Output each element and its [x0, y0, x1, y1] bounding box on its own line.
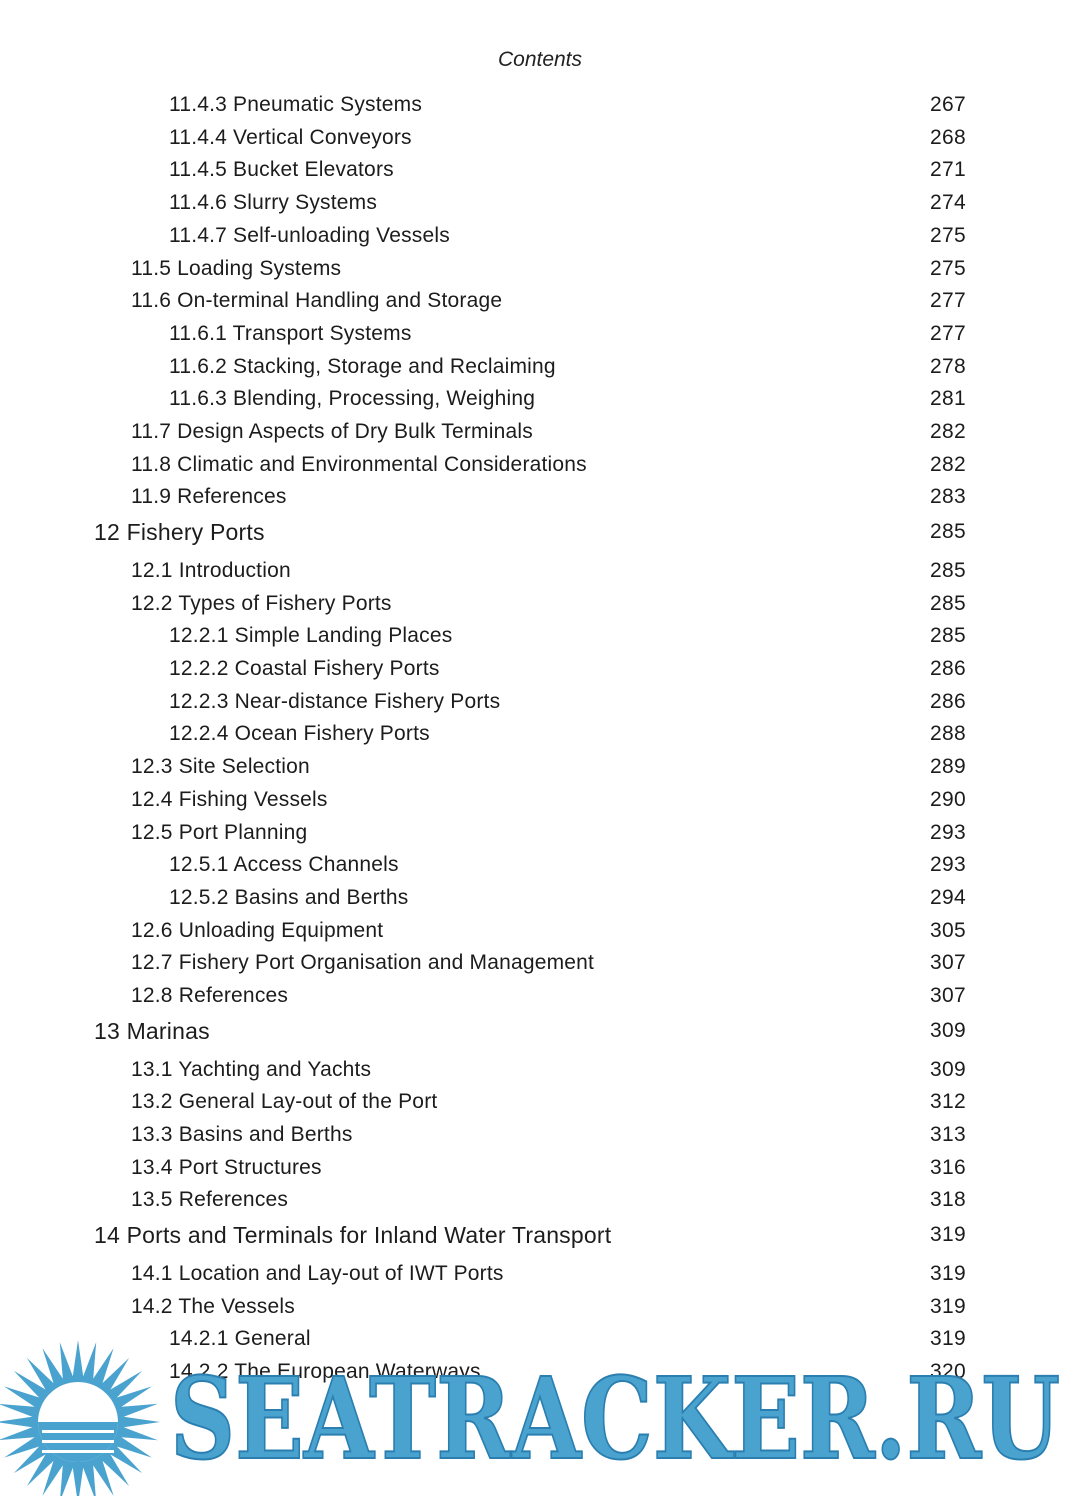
toc-entry-page: 268	[930, 125, 966, 149]
toc-chapter-entry[interactable]	[0, 516, 1080, 548]
running-header: Contents	[497, 48, 583, 71]
toc-entry-title: 12.5.2 Basins and Berths	[169, 885, 409, 909]
toc-entry[interactable]	[0, 588, 1080, 620]
toc-chapter-entry[interactable]	[0, 1219, 1080, 1251]
toc-entry[interactable]	[0, 383, 1080, 415]
toc-entry-title: 12.3 Site Selection	[131, 755, 310, 779]
toc-entry[interactable]	[0, 416, 1080, 448]
toc-entry[interactable]	[0, 89, 1080, 121]
toc-entry-page: 285	[930, 519, 966, 543]
toc-entry-page: 313	[930, 1122, 966, 1146]
toc-entry[interactable]	[0, 915, 1080, 947]
toc-entry[interactable]	[0, 686, 1080, 718]
toc-entry-title: 12.7 Fishery Port Organisation and Management	[131, 951, 595, 975]
toc-entry[interactable]	[0, 784, 1080, 816]
toc-entry[interactable]	[0, 653, 1080, 685]
toc-entry-title: 12.1 Introduction	[131, 558, 291, 582]
toc-entry-title: 12.5 Port Planning	[131, 820, 308, 844]
toc-entry-page: 293	[930, 853, 966, 877]
toc-entry-page: 319	[930, 1261, 966, 1285]
toc-entry-title: 12.6 Unloading Equipment	[131, 918, 384, 942]
toc-entry-title: 13.2 General Lay-out of the Port	[131, 1090, 438, 1114]
toc-entry[interactable]	[0, 947, 1080, 979]
toc-entry[interactable]	[0, 220, 1080, 252]
toc-entry-page: 285	[930, 558, 966, 582]
toc-entry[interactable]	[0, 718, 1080, 750]
toc-entry[interactable]	[0, 1119, 1080, 1151]
toc-entry-title: 12.8 References	[131, 984, 289, 1007]
toc-entry-page: 277	[930, 321, 966, 345]
toc-entry-title: 12 Fishery Ports	[94, 518, 265, 545]
toc-entry-title: 11.6.1 Transport Systems	[169, 321, 412, 345]
toc-entry[interactable]	[0, 1086, 1080, 1118]
toc-entry-title: 11.6.2 Stacking, Storage and Reclaiming	[169, 354, 556, 378]
toc-entry[interactable]	[0, 555, 1080, 587]
toc-entry[interactable]	[0, 620, 1080, 652]
toc-entry-page: 318	[930, 1188, 966, 1212]
toc-entry-page: 271	[930, 158, 966, 182]
toc-entry[interactable]	[0, 351, 1080, 383]
toc-entry-title: 12.5.1 Access Channels	[169, 853, 399, 877]
toc-entry-title: 12.4 Fishing Vessels	[131, 787, 328, 811]
toc-entry-page: 320	[930, 1359, 966, 1383]
toc-entry[interactable]	[0, 154, 1080, 186]
toc-entry-title: 11.4.4 Vertical Conveyors	[169, 125, 412, 149]
toc-entry-title: 13.3 Basins and Berths	[131, 1122, 353, 1146]
toc-entry-page: 283	[930, 485, 966, 509]
toc-entry-title: 11.4.3 Pneumatic Systems	[169, 93, 423, 116]
toc-entry-title: 14 Ports and Terminals for Inland Water Transport	[94, 1221, 612, 1248]
toc-entry-page: 278	[930, 354, 966, 378]
toc-entry[interactable]	[0, 817, 1080, 849]
toc-entry-title: 12.2.4 Ocean Fishery Ports	[169, 722, 430, 746]
toc-entry[interactable]	[0, 1291, 1080, 1323]
toc-entry[interactable]	[0, 1054, 1080, 1086]
toc-entry-title: 11.4.7 Self-unloading Vessels	[169, 223, 450, 247]
toc-entry-title: 13.4 Port Structures	[131, 1155, 322, 1179]
toc-entry-title: 11.4.5 Bucket Elevators	[169, 158, 394, 182]
toc-entry-title: 14.2.1 General	[169, 1327, 311, 1351]
toc-entry-title: 11.7 Design Aspects of Dry Bulk Terminals	[131, 420, 533, 443]
toc-entry[interactable]	[0, 253, 1080, 285]
toc-entry-page: 275	[930, 223, 966, 247]
toc-entry-page: 267	[930, 93, 966, 116]
toc-entry[interactable]	[0, 122, 1080, 154]
page-folio: xi	[918, 1414, 932, 1435]
toc-entry-title: 12.2.1 Simple Landing Places	[169, 624, 453, 648]
toc-entry[interactable]	[0, 318, 1080, 350]
toc-entry-page: 307	[930, 951, 966, 975]
toc-entry-page: 286	[930, 657, 966, 680]
toc-entry-page: 286	[930, 689, 966, 713]
toc-entry-title: 11.8 Climatic and Environmental Considerations	[131, 452, 587, 476]
toc-entry[interactable]	[0, 285, 1080, 317]
toc-chapter-entry[interactable]	[0, 1015, 1080, 1047]
toc-entry-title: 11.9 References	[131, 485, 287, 509]
toc-entry[interactable]	[0, 980, 1080, 1012]
toc-entry-title: 12.2 Types of Fishery Ports	[131, 591, 392, 615]
toc-entry-page: 282	[930, 420, 966, 443]
toc-entry-title: 13.5 References	[131, 1188, 289, 1212]
toc-entry[interactable]	[0, 1356, 1080, 1388]
toc-entry-title: 13 Marinas	[94, 1017, 210, 1044]
toc-entry-title: 13.1 Yachting and Yachts	[131, 1057, 372, 1081]
toc-entry[interactable]	[0, 449, 1080, 481]
toc-entry-page: 288	[930, 722, 966, 746]
toc-entry[interactable]	[0, 1258, 1080, 1290]
toc-entry-title: 14.2.2 The European Waterways	[169, 1359, 481, 1383]
toc-entry-page: 290	[930, 787, 966, 811]
toc-entry[interactable]	[0, 481, 1080, 513]
toc-entry-page: 285	[930, 591, 966, 615]
toc-entry-page: 309	[930, 1018, 966, 1042]
watermark-text: SEATRACKER.RU	[170, 1354, 1060, 1485]
toc-entry-page: 316	[930, 1155, 966, 1179]
toc-entry[interactable]	[0, 882, 1080, 914]
toc-entry[interactable]	[0, 849, 1080, 881]
toc-entry[interactable]	[0, 751, 1080, 783]
toc-entry-page: 275	[930, 256, 966, 280]
toc-entry[interactable]	[0, 1152, 1080, 1184]
toc-entry-page: 294	[930, 885, 966, 909]
toc-entry-page: 312	[930, 1090, 966, 1114]
toc-entry-page: 307	[930, 984, 966, 1007]
toc-entry-title: 11.6.3 Blending, Processing, Weighing	[169, 387, 536, 411]
toc-entry[interactable]	[0, 1323, 1080, 1355]
toc-entry-title: 12.2.2 Coastal Fishery Ports	[169, 657, 440, 680]
toc-entry-page: 319	[930, 1327, 966, 1351]
toc-entry-page: 319	[930, 1294, 966, 1318]
toc-entry-page: 293	[930, 820, 966, 844]
toc-entry-title: 14.2 The Vessels	[131, 1294, 295, 1318]
toc-entry-title: 14.1 Location and Lay-out of IWT Ports	[131, 1261, 504, 1285]
toc-entry-page: 319	[930, 1222, 966, 1246]
toc-entry-title: 12.2.3 Near-distance Fishery Ports	[169, 689, 501, 713]
toc-entry-page: 309	[930, 1057, 966, 1081]
toc-entry-page: 274	[930, 191, 966, 215]
toc-entry-title: 11.6 On-terminal Handling and Storage	[131, 289, 503, 313]
toc-entry[interactable]	[0, 187, 1080, 219]
toc-entry-page: 282	[930, 452, 966, 476]
toc-entry-page: 305	[930, 918, 966, 942]
toc-entry-page: 285	[930, 624, 966, 648]
toc-entry-title: 11.4.6 Slurry Systems	[169, 191, 378, 215]
toc-entry[interactable]	[0, 1184, 1080, 1216]
toc-entry-page: 289	[930, 755, 966, 779]
toc-entry-title: 11.5 Loading Systems	[131, 256, 342, 280]
toc-entry-page: 281	[930, 387, 966, 411]
toc-entry-page: 277	[930, 289, 966, 313]
